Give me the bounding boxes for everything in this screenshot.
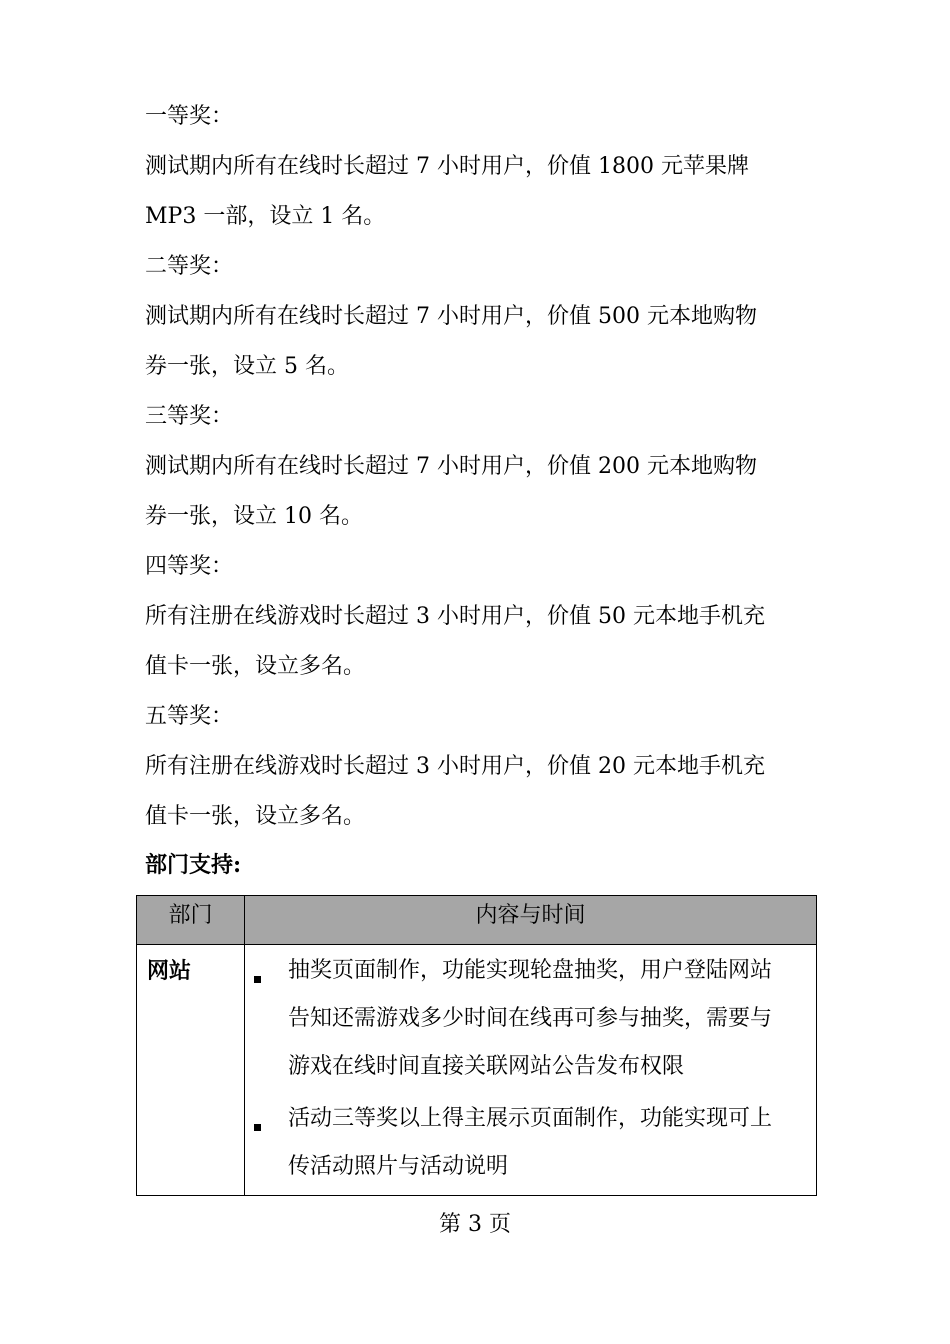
prize-4-line-2: 值卡一张，设立多名。 bbox=[145, 654, 366, 679]
item-line: 活动三等奖以上得主展示页面制作，功能实现可上 bbox=[288, 1106, 773, 1131]
header-dept: 部门 bbox=[168, 903, 213, 928]
prize-5-line-2: 值卡一张，设立多名。 bbox=[145, 804, 366, 829]
bullet-icon bbox=[254, 976, 261, 983]
prize-1-line-1: 测试期内所有在线时长超过 7 小时用户，价值 1800 元苹果牌 bbox=[145, 154, 749, 179]
prize-1-line-2: MP3 一部，设立 1 名。 bbox=[145, 204, 386, 229]
item-line: 传活动照片与活动说明 bbox=[288, 1154, 509, 1179]
prize-2-line-1: 测试期内所有在线时长超过 7 小时用户，价值 500 元本地购物 bbox=[145, 304, 757, 329]
support-heading: 部门支持: bbox=[145, 852, 242, 878]
prize-2-heading: 二等奖： bbox=[145, 254, 234, 279]
dept-cell: 网站 bbox=[147, 958, 192, 984]
content-item bbox=[252, 1095, 812, 1195]
item-line: 告知还需游戏多少时间在线再可参与抽奖，需要与 bbox=[288, 1006, 773, 1031]
page-number: 第 3 页 bbox=[439, 1212, 511, 1237]
prize-3-heading: 三等奖： bbox=[145, 404, 234, 429]
item-line: 抽奖页面制作，功能实现轮盘抽奖，用户登陆网站 bbox=[288, 958, 773, 983]
prize-4-line-1: 所有注册在线游戏时长超过 3 小时用户，价值 50 元本地手机充 bbox=[145, 604, 765, 629]
support-table bbox=[136, 895, 817, 1196]
bullet-icon bbox=[254, 1124, 261, 1131]
prize-5-line-1: 所有注册在线游戏时长超过 3 小时用户，价值 20 元本地手机充 bbox=[145, 754, 765, 779]
prize-5-heading: 五等奖： bbox=[145, 704, 234, 729]
item-line: 游戏在线时间直接关联网站公告发布权限 bbox=[288, 1054, 685, 1079]
prize-2-line-2: 券一张，设立 5 名。 bbox=[145, 354, 349, 379]
prize-4-heading: 四等奖： bbox=[145, 554, 234, 579]
header-content-time: 内容与时间 bbox=[475, 903, 586, 928]
prize-3-line-2: 券一张，设立 10 名。 bbox=[145, 504, 363, 529]
prize-1-heading: 一等奖： bbox=[145, 104, 234, 129]
prize-3-line-1: 测试期内所有在线时长超过 7 小时用户，价值 200 元本地购物 bbox=[145, 454, 757, 479]
content-item bbox=[252, 947, 812, 1097]
